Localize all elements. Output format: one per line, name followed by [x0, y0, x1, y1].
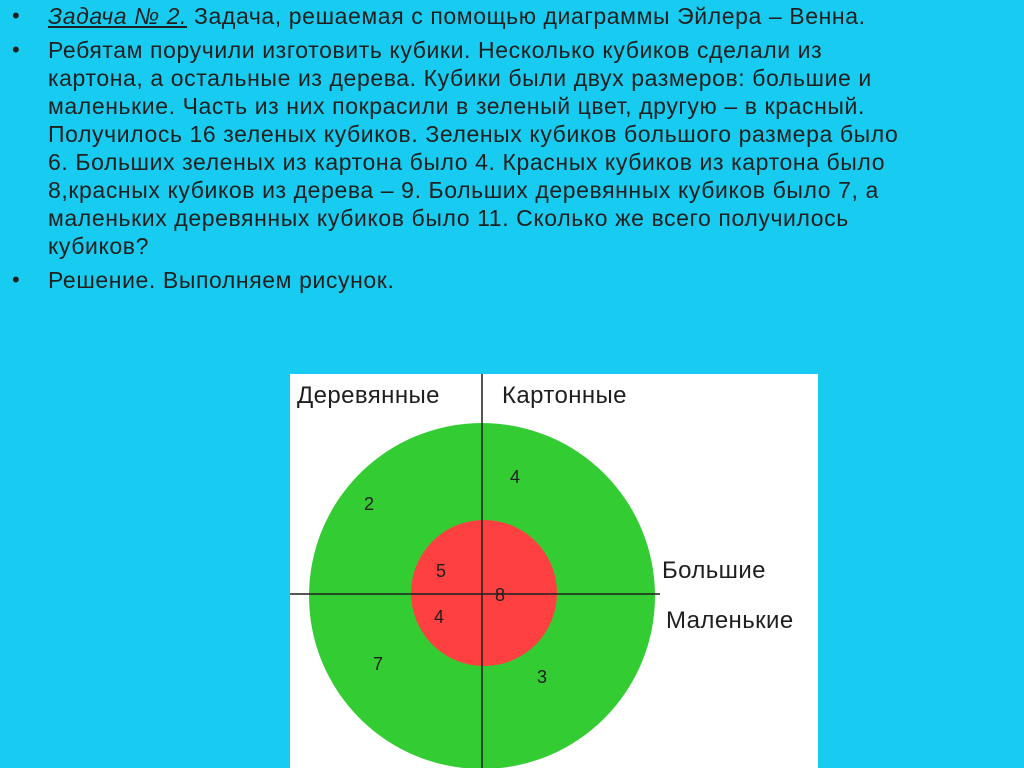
bullet-list — [10, 2, 1010, 300]
task-title-text: Задача, решаемая с помощью диаграммы Эйлера – Венна. — [187, 3, 866, 29]
bullet-text — [48, 2, 928, 30]
bullet-solution — [10, 266, 1010, 294]
region-red-cardboard: 8 — [495, 585, 506, 605]
region-green-wooden-large: 2 — [364, 494, 375, 514]
task-label: Задача № 2. — [48, 3, 188, 29]
label-small: Маленькие — [666, 607, 794, 634]
bullet-task-title — [10, 2, 1010, 30]
region-green-wooden-small: 7 — [373, 654, 384, 674]
euler-venn-diagram — [290, 374, 818, 768]
region-green-cardboard-large: 4 — [510, 467, 521, 487]
bullet-marker: • — [12, 267, 21, 292]
region-red-wooden-large: 5 — [436, 561, 447, 581]
region-green-cardboard-small: 3 — [537, 667, 548, 687]
bullet-marker: • — [12, 3, 21, 28]
label-cardboard: Картонные — [502, 382, 627, 409]
bullet-marker: • — [12, 37, 21, 62]
solution-text: Решение. Выполняем рисунок. — [48, 267, 395, 293]
problem-text: Ребятам поручили изготовить кубики. Несколько кубиков сделали из картона, а остальные из дерева. Кубики были двух размеров: большие и маленькие. Часть из них покрасили в зеленый цвет, другую – в красный. Получилось 16 зеленых кубиков. Зеленых кубиков большого размера было 6. Больших зеленых из картона было 4. Красных кубиков из картона было 8,красных кубиков из дерева – 9. Больших деревянных кубиков было 7, а маленьких деревянных кубиков было 11. Сколько же всего получилось кубиков? — [48, 37, 899, 259]
region-red-wooden-small: 4 — [434, 607, 445, 627]
label-wooden: Деревянные — [297, 382, 440, 409]
red-circle — [411, 520, 557, 666]
label-large: Большие — [662, 557, 766, 584]
bullet-problem-statement — [10, 36, 1010, 260]
